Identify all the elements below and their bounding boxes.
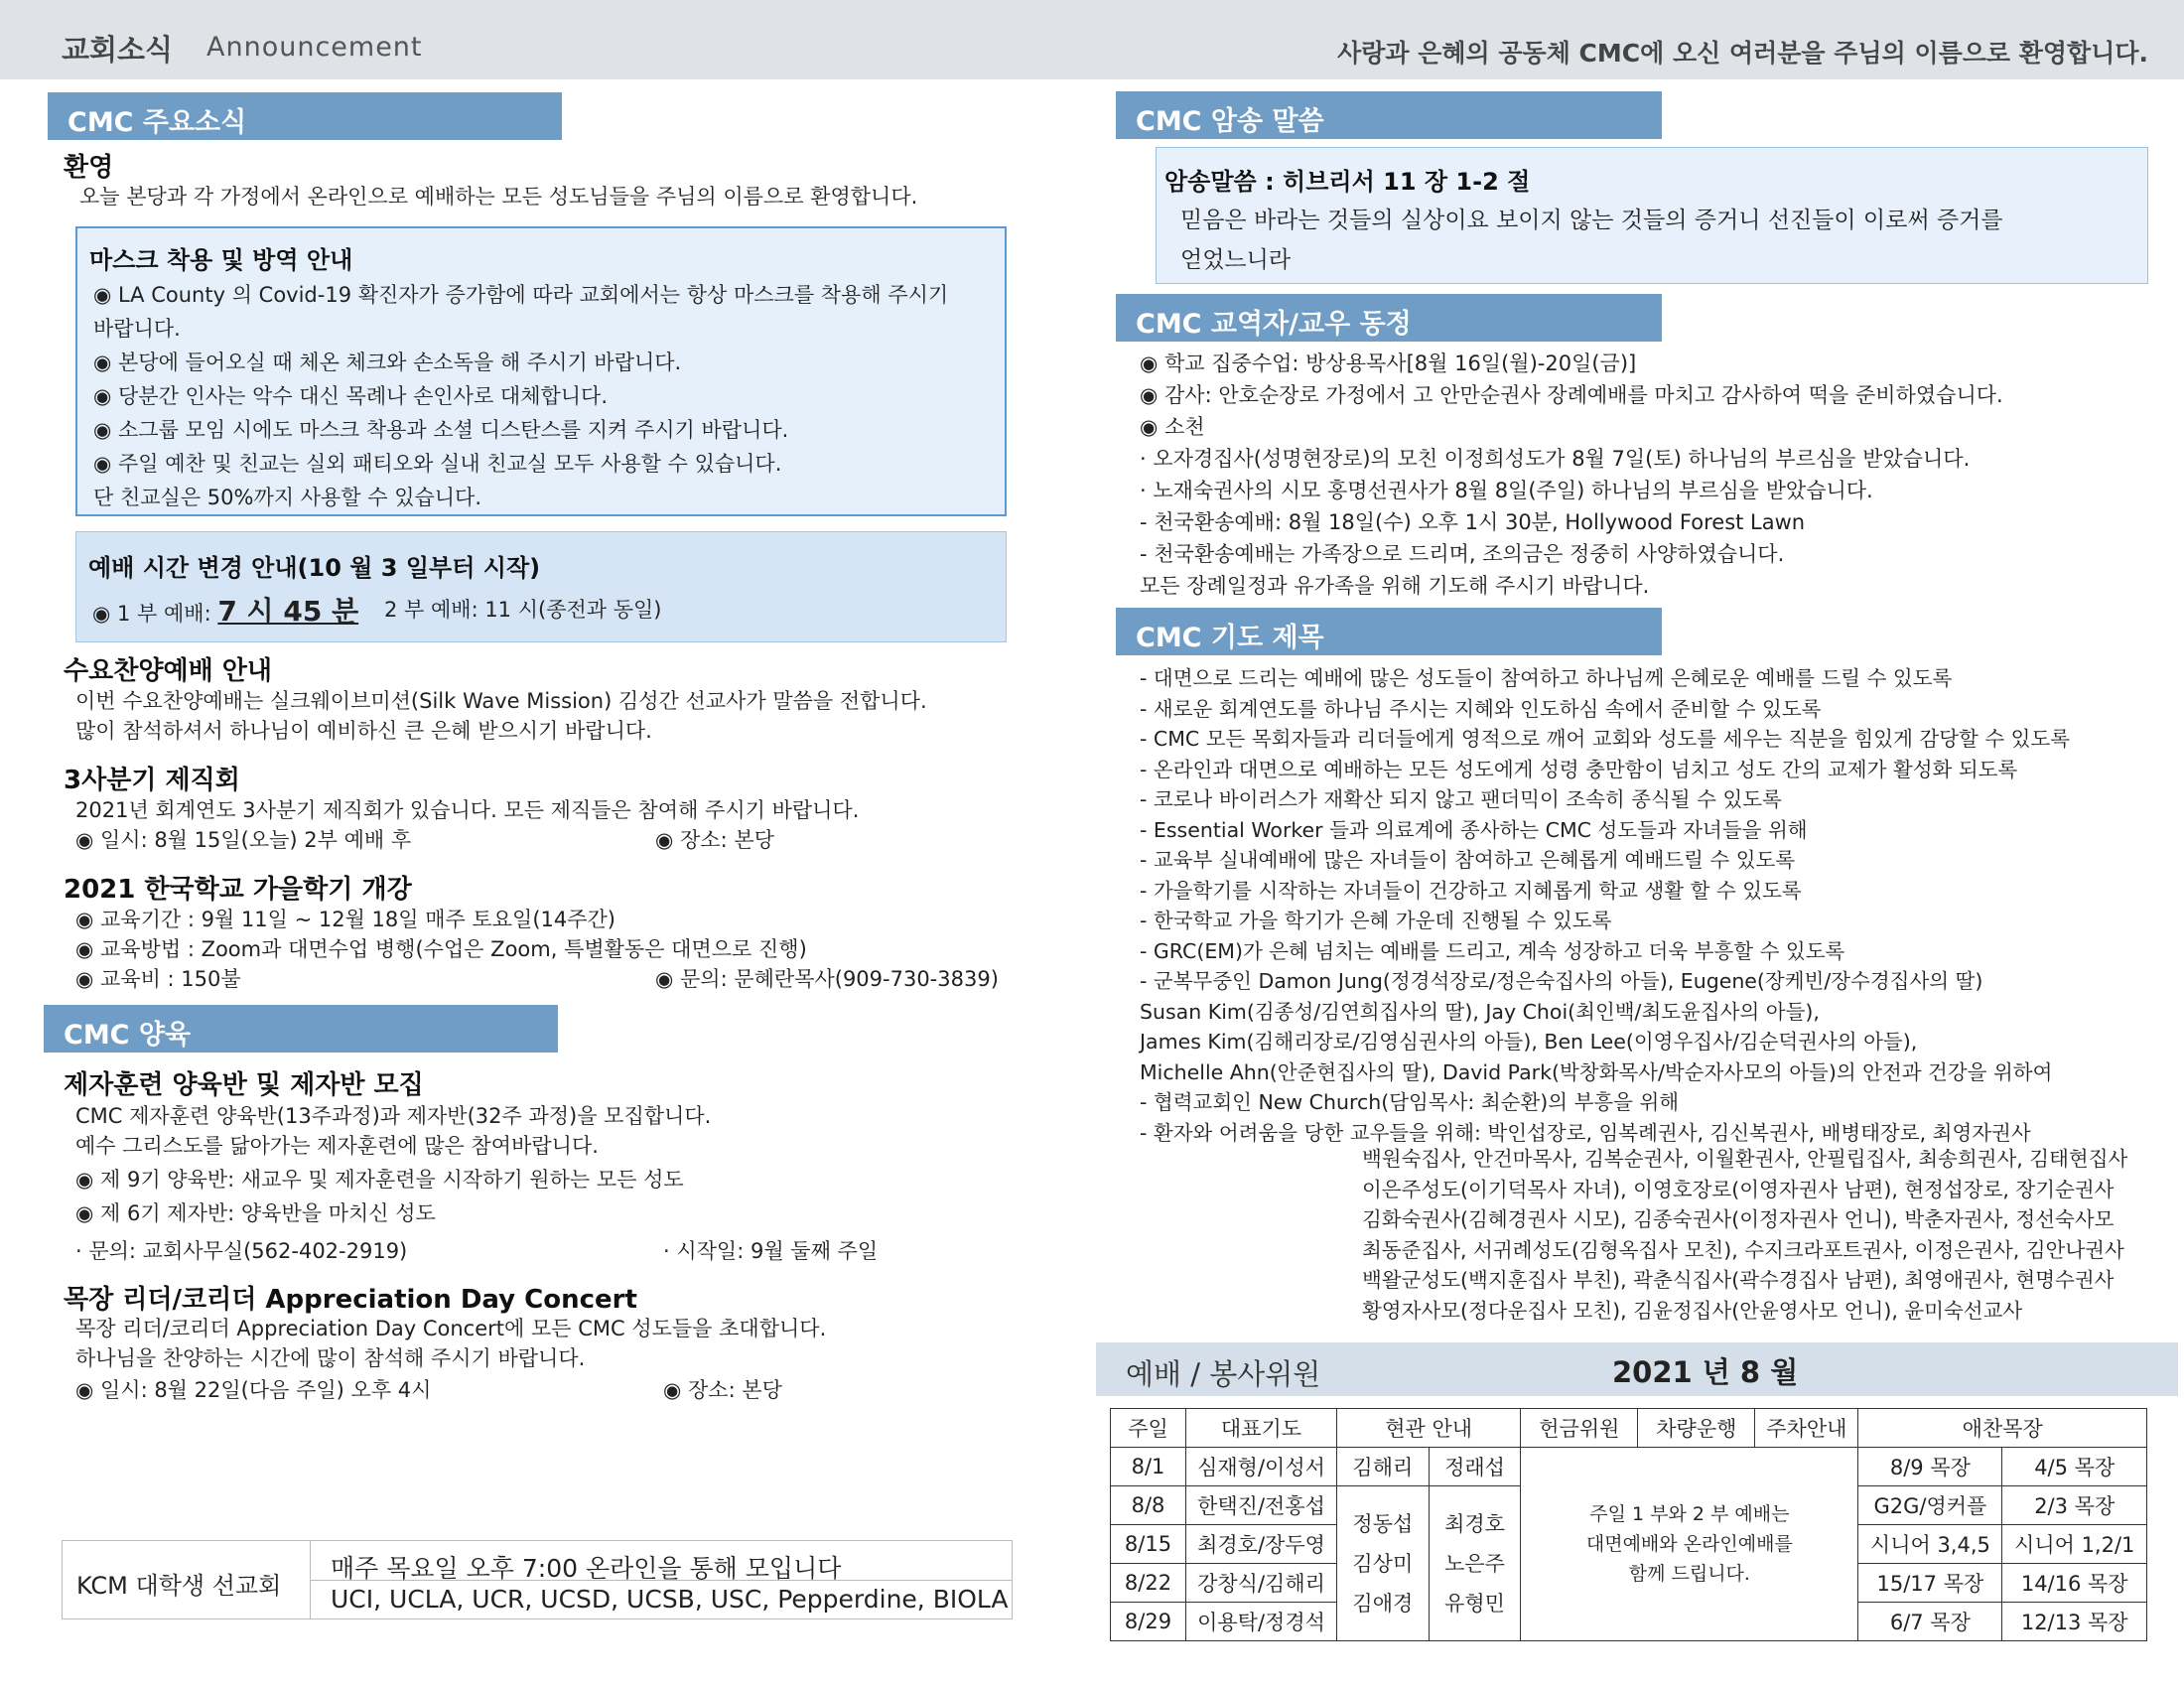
row-date: 8/22 [1111,1564,1186,1603]
header-welcome: 사랑과 은혜의 공동체 CMC에 오신 여러분을 주님의 이름으로 환영합니다. [1337,39,2148,68]
row-mokjang: 시니어 1,2/1 [2002,1525,2147,1564]
welcome-title: 환영 [64,153,114,183]
row-prayer: 최경호/장두영 [1186,1525,1337,1564]
service-time-box [75,531,1007,642]
mask-notice-list [93,278,948,514]
schedule-label: 예배 / 봉사위원 [1126,1357,1321,1391]
row-prayer: 강창식/김해리 [1186,1564,1337,1603]
row-date: 8/1 [1111,1448,1186,1486]
q3-meeting-title: 3사분기 제직회 [64,766,240,795]
prayer-item: - 온라인과 대면으로 예배하는 모든 성도에게 성령 충만함이 넘치고 성도 간의 교제가 활성화 되도록 [1140,757,2018,781]
header-title: 교회소식 [62,33,174,67]
prayer-section-bar: CMC 기도 제목 [1116,608,1662,655]
prayer-item: Michelle Ahn(안준현집사의 딸), David Park(박창화목사/박순자사모의 아들)의 안전과 건강을 위하여 [1140,1059,2053,1084]
row-mokjang: 12/13 목장 [2002,1603,2147,1641]
prayer-item: - 가을학기를 시작하는 자녀들이 건강하고 지혜롭게 학교 생활 할 수 있도록 [1140,878,1802,903]
merged-note [1521,1448,1858,1641]
row-prayer: 이용탁/정경석 [1186,1603,1337,1641]
row-date: 8/29 [1111,1603,1186,1641]
row-prayer: 한택진/전홍섭 [1186,1486,1337,1525]
disciple-bullet1: ◉ 제 9기 양육반: 새교우 및 제자훈련을 시작하기 원하는 모든 성도 [75,1168,684,1192]
korean-school-method: ◉ 교육방법 : Zoom과 대면수업 병행(수업은 Zoom, 특별활동은 대면으로 진행) [75,937,807,961]
prayer-item: - CMC 모든 목회자들과 리더들에게 영적으로 깨어 교회와 성도를 세우는 직분을 힘있게 감당할 수 있도록 [1140,727,2071,751]
col-header: 애찬목장 [1858,1409,2147,1448]
concert-date: ◉ 일시: 8월 22일(다음 주일) 오후 4시 [75,1378,432,1402]
wednesday-line1: 이번 수요찬양예배는 실크웨이브미션(Silk Wave Mission) 김성간 선교사가 말씀을 전합니다. [75,689,927,713]
merged-note-line: 주일 1 부와 2 부 예배는 [1589,1503,1790,1525]
schedule-header [1096,1342,2178,1396]
guide-name: 정동섭 [1352,1511,1414,1536]
guide-name: 김애경 [1352,1591,1414,1616]
prayer-item: - 협력교회인 New Church(담임목사: 최순환)의 부흥을 위해 [1140,1090,1680,1114]
korean-school-contact: ◉ 문의: 문혜란목사(909-730-3839) [655,967,999,991]
patient-line: 최동준집사, 서귀례성도(김형옥집사 모친), 수지크라포트권사, 이정은권사, 김안나권사 [1362,1237,2124,1262]
first-service-time: 7 시 45 분 [217,595,359,628]
mask-notice-box [75,226,1007,516]
col-header: 대표기도 [1186,1409,1337,1448]
kcm-box [62,1540,1013,1619]
header-subtitle: Announcement [206,32,423,63]
prayer-item: - 새로운 회계연도를 하나님 주시는 지혜와 인도하심 속에서 준비할 수 있도록 [1140,696,1822,721]
patient-line: 김화숙권사(김혜경권사 시모), 김종숙권사(이정자권사 언니), 박춘자권사, 정선숙사모 [1362,1207,2115,1231]
kcm-name: KCM 대학생 선교회 [63,1541,311,1618]
col-header: 차량운행 [1638,1409,1755,1448]
korean-school-title: 2021 한국학교 가을학기 개강 [64,875,412,905]
guide-name: 김상미 [1352,1551,1414,1576]
service-time-title: 예배 시간 변경 안내(10 월 3 일부터 시작) [88,554,541,582]
q3-meeting-line: 2021년 회계연도 3사분기 제직회가 있습니다. 모든 제직들은 참여해 주시기 바랍니다. [75,798,860,822]
kcm-meeting: 매주 목요일 오후 7:00 온라인을 통해 모입니다 [331,1554,842,1583]
concert-line1: 목장 리더/코리더 Appreciation Day Concert에 모든 CMC 성도들을 초대합니다. [75,1317,827,1340]
row-mokjang: 2/3 목장 [2002,1486,2147,1525]
patient-line: 이은주성도(이기덕목사 자녀), 이영호장로(이영자권사 남편), 현정섭장로, 장기순권사 [1362,1177,2115,1201]
row-mokjang: 6/7 목장 [1858,1603,2002,1641]
staff-news-line: - 천국환송예배: 8월 18일(수) 오후 1시 30분, Hollywood Forest Lawn [1140,510,1806,534]
mask-line: ◉ 당분간 인사는 악수 대신 목례나 손인사로 대체합니다. [93,384,609,408]
page-header [0,0,2184,79]
staff-news-line: · 노재숙권사의 시모 홍명선권사가 8월 8일(주일) 하나님의 부르심을 받았습니다. [1140,479,1873,502]
mask-line: ◉ 소그룹 모임 시에도 마스크 착용과 소셜 디스탄스를 지켜 주시기 바랍니다. [93,418,789,442]
prayer-item: - GRC(EM)가 은혜 넘치는 예배를 드리고, 계속 성장하고 더욱 부흥할 수 있도록 [1140,938,1845,963]
merged-note-line: 대면예배와 온라인예배를 [1585,1533,1793,1555]
guide-name: 최경호 [1444,1511,1505,1536]
schedule-month: 2021 년 8 월 [1612,1355,1799,1389]
merged-note-line: 함께 드립니다. [1628,1563,1750,1585]
row-prayer: 심재형/이성서 [1186,1448,1337,1486]
mask-line: 바랍니다. [93,317,181,341]
patient-list [1362,1144,2127,1326]
row-mokjang: 14/16 목장 [2002,1564,2147,1603]
korean-school-fee: ◉ 교육비 : 150불 [75,967,241,991]
q3-meeting-place: ◉ 장소: 본당 [655,828,774,852]
kcm-schools: UCI, UCLA, UCR, UCSD, UCSB, USC, Pepperdine, BIOLA [331,1585,1009,1614]
disciple-contact: · 문의: 교회사무실(562-402-2919) [75,1239,408,1263]
schedule-header-row [1111,1409,2147,1448]
staff-news-line: ◉ 소천 [1140,415,1205,439]
staff-news-line: ◉ 감사: 안호순장로 가정에서 고 안만순권사 장례예배를 마치고 감사하여 떡을 준비하였습니다. [1140,383,2003,407]
staff-news-line: · 오자경집사(성명현장로)의 모친 이정희성도가 8월 7일(토) 하나님의 부르심을 받았습니다. [1140,447,1971,471]
memory-verse-line2: 얻었느니라 [1180,247,1292,273]
col-header: 주차안내 [1755,1409,1858,1448]
concert-place: ◉ 장소: 본당 [663,1378,782,1402]
prayer-item: - 교육부 실내예배에 많은 자녀들이 참여하고 은혜롭게 예배드릴 수 있도록 [1140,848,1796,872]
row-mokjang: G2G/영커플 [1858,1486,2002,1525]
memory-verse-title: 암송말씀 : 히브리서 11 장 1-2 절 [1164,168,1531,196]
row-mokjang: 4/5 목장 [2002,1448,2147,1486]
nurture-section-bar: CMC 양육 [44,1005,558,1053]
staff-news-list [1140,348,2003,602]
mask-line: ◉ 주일 예찬 및 친교는 실외 패티오와 실내 친교실 모두 사용할 수 있습니다. [93,452,782,476]
row-date: 8/15 [1111,1525,1186,1564]
patient-line: 황영자사모(정다운집사 모친), 김윤정집사(안윤영사모 언니), 윤미숙선교사 [1362,1298,2023,1323]
service-time-first [92,590,358,630]
row-mokjang: 시니어 3,4,5 [1858,1525,2002,1564]
prayer-item: Susan Kim(김종성/김연희집사의 딸), Jay Choi(최인백/최도윤집사의 아들), [1140,999,1820,1024]
disciple-line1: CMC 제자훈련 양육반(13주과정)과 제자반(32주 과정)을 모집합니다. [75,1104,712,1128]
patient-line: 백원숙집사, 안건마목사, 김복순권사, 이월환권사, 안필립집사, 최송희권사, 김태현집사 [1362,1147,2128,1171]
welcome-text: 오늘 본당과 각 가정에서 온라인으로 예배하는 모든 성도님들을 주님의 이름으로 환영합니다. [79,185,918,209]
prayer-item: - Essential Worker 들과 의료계에 종사하는 CMC 성도들과 자녀들을 위해 [1140,817,1808,842]
row-date: 8/8 [1111,1486,1186,1525]
col-header: 주일 [1111,1409,1186,1448]
mask-line: 단 친교실은 50%까지 사용할 수 있습니다. [93,486,482,509]
patient-line: 백왈군성도(백지훈집사 부친), 곽춘식집사(곽수경집사 남편), 최영애권사, 현명수권사 [1362,1268,2115,1292]
concert-line2: 하나님을 찬양하는 시간에 많이 참석해 주시기 바랍니다. [75,1346,586,1370]
prayer-item: - 대면으로 드리는 예배에 많은 성도들이 참여하고 하나님께 은혜로운 예배를 드릴 수 있도록 [1140,666,1953,690]
disciple-start: · 시작일: 9월 둘째 주일 [663,1239,879,1263]
mask-line: ◉ LA County 의 Covid-19 확진자가 증가함에 따라 교회에서는 항상 마스크를 착용해 주시기 [93,283,949,307]
q3-meeting-date: ◉ 일시: 8월 15일(오늘) 2부 예배 후 [75,828,412,852]
prayer-item: - 한국학교 가을 학기가 은혜 가운데 진행될 수 있도록 [1140,909,1612,932]
memory-verse-line1: 믿음은 바라는 것들의 실상이요 보이지 않는 것들의 증거니 선진들이 이로써 증거를 [1180,208,2003,233]
guide-col2 [1429,1486,1521,1641]
disciple-bullet2: ◉ 제 6기 제자반: 양육반을 마치신 성도 [75,1201,436,1225]
prayer-item: - 군복무중인 Damon Jung(정경석장로/정은숙집사의 아들), Eugene(장케빈/장수경집사의 딸) [1140,969,1983,993]
row-guide: 김해리 [1337,1448,1430,1486]
staff-news-line: ◉ 학교 집중수업: 방상용목사[8월 16일(월)-20일(금)] [1140,352,1637,375]
staff-news-line: 모든 장례일정과 유가족을 위해 기도해 주시기 바랍니다. [1140,574,1650,598]
prayer-item: - 코로나 바이러스가 재확산 되지 않고 팬더믹이 조속히 종식될 수 있도록 [1140,787,1782,811]
row-mokjang: 15/17 목장 [1858,1564,2002,1603]
guide-name: 노은주 [1444,1551,1505,1576]
table-row [1111,1448,2147,1486]
prayer-list [1140,663,2070,1148]
memory-section-bar: CMC 암송 말씀 [1116,91,1662,139]
first-service-label: ◉ 1 부 예배: [92,602,218,626]
col-header: 현관 안내 [1337,1409,1521,1448]
disciple-line2: 예수 그리스도를 닮아가는 제자훈련에 많은 참여바랍니다. [75,1134,599,1158]
staff-news-section-bar: CMC 교역자/교우 동정 [1116,294,1662,342]
service-time-second: 2 부 예배: 11 시(종전과 동일) [384,598,662,622]
staff-news-line: - 천국환송예배는 가족장으로 드리며, 조의금은 정중히 사양하였습니다. [1140,542,1785,566]
memory-verse-box [1156,147,2148,284]
mask-notice-title: 마스크 착용 및 방역 안내 [89,246,353,274]
wednesday-title: 수요찬양예배 안내 [64,656,272,686]
row-guide: 정래섭 [1429,1448,1521,1486]
disciple-title: 제자훈련 양육반 및 제자반 모집 [64,1070,424,1100]
schedule-table [1110,1408,2147,1641]
mask-line: ◉ 본당에 들어오실 때 체온 체크와 손소독을 해 주시기 바랍니다. [93,351,682,374]
concert-title: 목장 리더/코리더 Appreciation Day Concert [64,1285,637,1315]
guide-name: 유형민 [1444,1591,1505,1616]
prayer-item: James Kim(김해리장로/김영심권사의 아들), Ben Lee(이영우집사/김순덕권사의 아들), [1140,1030,1918,1054]
wednesday-line2: 많이 참석하셔서 하나님이 예비하신 큰 은혜 받으시기 바랍니다. [75,719,652,743]
row-mokjang: 8/9 목장 [1858,1448,2002,1486]
news-section-bar: CMC 주요소식 [48,92,562,140]
prayer-item: - 환자와 어려움을 당한 교우들을 위해: 박인섭장로, 임복례권사, 김신복권사, 배병태장로, 최영자권사 [1140,1120,2031,1145]
col-header: 헌금위원 [1521,1409,1638,1448]
korean-school-period: ◉ 교육기간 : 9월 11일 ~ 12월 18일 매주 토요일(14주간) [75,908,615,931]
guide-col1 [1337,1486,1430,1641]
